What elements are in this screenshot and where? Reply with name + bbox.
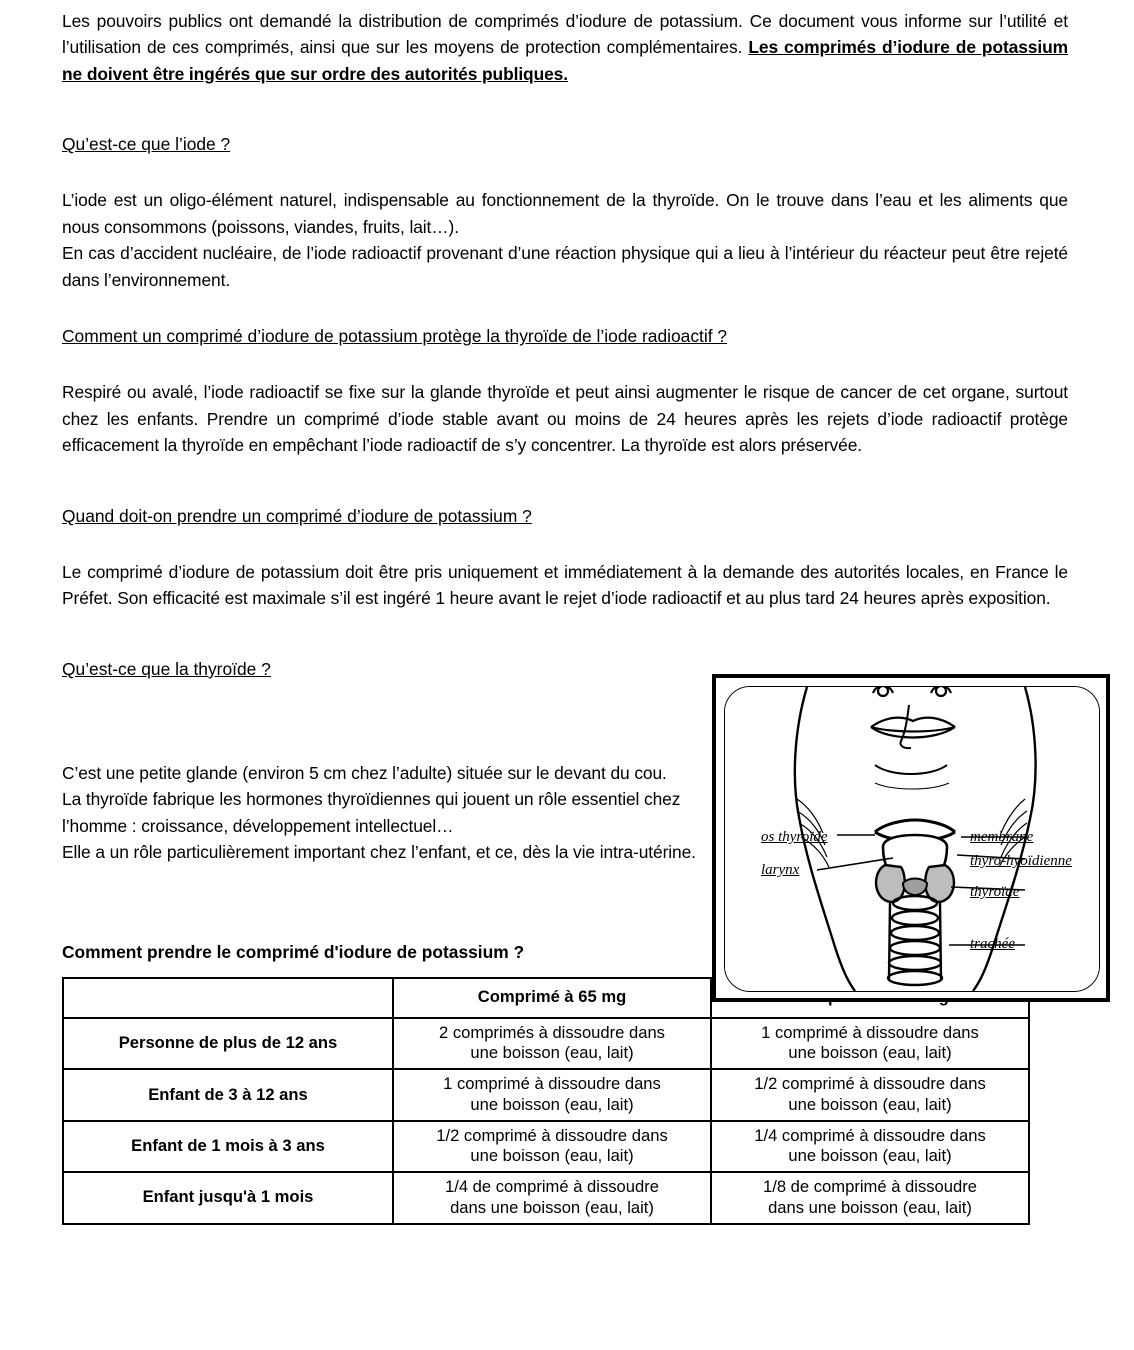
intro-emphasis: Les comprimés d’iodure de potassium ne doivent être ingérés que sur ordre des autorités publiques. [62, 37, 1068, 84]
table-title: Comment prendre le comprimé d'iodure de potassium ? [62, 941, 525, 962]
cell-line: 1/8 de comprimé à dissoudre [763, 1177, 977, 1197]
table-row-label: Enfant de 1 mois à 3 ans [63, 1121, 393, 1172]
figure-label-trachee: trachée [970, 936, 1015, 952]
table-row [63, 1018, 1029, 1069]
section-iode-paragraph-1: L’iode est un oligo-élément naturel, indispensable au fonctionnement de la thyroïde. On le trouve dans l’eau et les aliments que nous consommons (poissons, viandes, fruits, lait…). [62, 190, 1068, 237]
table-cell-65mg [393, 1121, 711, 1172]
figure-label-thyroide: thyroïde [970, 884, 1020, 900]
section-thyroide-paragraph-1: C’est une petite glande (environ 5 cm chez l’adulte) située sur le devant du cou. [62, 762, 667, 783]
table-cell-130mg [711, 1069, 1029, 1120]
cell-line: une boisson (eau, lait) [470, 1094, 634, 1114]
section-thyroide-text [62, 760, 702, 866]
dosage-table [62, 977, 1030, 1225]
cell-line: une boisson (eau, lait) [470, 1146, 634, 1166]
section-heading-thyroide: Qu’est-ce que la thyroïde ? [62, 658, 271, 679]
section-heading-iode: Qu’est-ce que l’iode ? [62, 134, 231, 155]
figure-label-membrane: membrane [970, 829, 1034, 845]
table-row [63, 1121, 1029, 1172]
cell-line: une boisson (eau, lait) [788, 1146, 952, 1166]
section-thyroide-paragraph-2: La thyroïde fabrique les hormones thyroïdiennes qui jouent un rôle essentiel chez l’homme : croissance, développement intellectuel… [62, 789, 681, 836]
cell-line: une boisson (eau, lait) [788, 1043, 952, 1063]
section-heading-protection: Comment un comprimé d’iodure de potassium protège la thyroïde de l’iode radioactif ? [62, 326, 728, 347]
table-cell-130mg [711, 1018, 1029, 1069]
cell-line: 1/2 comprimé à dissoudre dans [436, 1125, 668, 1145]
cell-line: 1/2 comprimé à dissoudre dans [754, 1074, 986, 1094]
table-row-label: Enfant jusqu'à 1 mois [63, 1172, 393, 1223]
section-protection-paragraph-1: Respiré ou avalé, l’iode radioactif se fixe sur la glande thyroïde et peut ainsi augmenter le risque de cancer de cet organe, surtout chez les enfants. Prendre un comprimé d’iode stable avant ou moins de 24 heures après les rejets d’iode radioactif protège efficacement la thyroïde en empêchant l’iode radioactif de s’y concentrer. La thyroïde est alors préservée. [62, 382, 1068, 456]
intro-paragraph [62, 8, 1068, 87]
table-header-65mg: Comprimé à 65 mg [393, 978, 711, 1018]
table-cell-65mg [393, 1069, 711, 1120]
cell-line: une boisson (eau, lait) [788, 1094, 952, 1114]
section-thyroide-paragraph-3: Elle a un rôle particulièrement important chez l’enfant, et ce, dès la vie intra-utérine. [62, 842, 696, 863]
cell-line: 2 comprimés à dissoudre dans [439, 1022, 665, 1042]
table-cell-65mg [393, 1018, 711, 1069]
thyroid-anatomy-figure [712, 674, 1110, 1002]
intro-text: Les pouvoirs publics ont demandé la distribution de comprimés d’iodure de potassium. Ce document vous informe sur l’utilité et l’utilisation de ces comprimés, ainsi que sur les moyens de protection complémentaires. [62, 11, 1068, 58]
table-row-label: Personne de plus de 12 ans [63, 1018, 393, 1069]
document-content [62, 8, 1068, 1225]
cell-line: 1 comprimé à dissoudre dans [761, 1022, 979, 1042]
section-heading-quand: Quand doit-on prendre un comprimé d’iodure de potassium ? [62, 505, 532, 526]
table-row-label: Enfant de 3 à 12 ans [63, 1069, 393, 1120]
table-cell-130mg [711, 1121, 1029, 1172]
table-cell-130mg [711, 1172, 1029, 1223]
figure-label-thyro-hyoidienne: thyro-hyoïdienne [970, 853, 1072, 869]
cell-line: une boisson (eau, lait) [470, 1043, 634, 1063]
table-row [63, 1069, 1029, 1120]
figure-label-larynx: larynx [761, 862, 800, 878]
cell-line: 1/4 comprimé à dissoudre dans [754, 1125, 986, 1145]
table-row [63, 1172, 1029, 1223]
cell-line: dans une boisson (eau, lait) [768, 1197, 972, 1217]
figure-label-os-thyroide: os thyroïde [761, 829, 828, 845]
section-iode-paragraph-2: En cas d’accident nucléaire, de l’iode radioactif provenant d’une réaction physique qui a lieu à l’intérieur du réacteur peut être rejeté dans l’environnement. [62, 243, 1068, 290]
cell-line: 1/4 de comprimé à dissoudre [445, 1177, 659, 1197]
table-header-empty [63, 978, 393, 1018]
cell-line: 1 comprimé à dissoudre dans [443, 1074, 661, 1094]
section-quand-paragraph-1: Le comprimé d’iodure de potassium doit être pris uniquement et immédiatement à la demande des autorités locales, en France le Préfet. Son efficacité est maximale s’il est ingéré 1 heure avant le rejet d’iode radioactif et au plus tard 24 heures après exposition. [62, 561, 1068, 609]
figure-inner-frame [724, 686, 1100, 992]
cell-line: dans une boisson (eau, lait) [450, 1197, 654, 1217]
table-cell-65mg [393, 1172, 711, 1223]
